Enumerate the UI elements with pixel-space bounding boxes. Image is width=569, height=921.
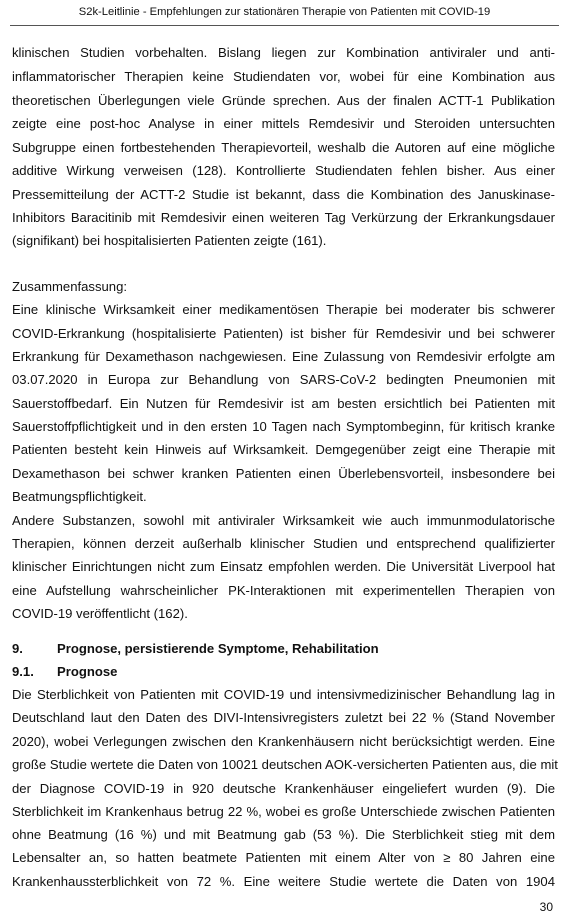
body-line: inflammatorischer Therapien keine Studiendaten vor, wobei für eine Kombination aus xyxy=(12,69,555,84)
summary-heading: Zusammenfassung: xyxy=(12,279,127,294)
body-line: (signifikant) bei hospitalisierten Patienten zeigte (161). xyxy=(12,233,327,248)
section-number: 9. xyxy=(12,641,23,656)
body-line: Inhibitors Baracitinib mit Remdesivir einen weiteren Tag Verkürzung der Erkrankungsdauer xyxy=(12,210,555,225)
body-line: Erkrankung für Dexamethason nachgewiesen. Eine Zulassung von Remdesivir erfolgte am xyxy=(12,349,555,364)
body-line: eine Aufstellung wahrscheinlicher PK-Interaktionen mit experimentellen Therapien von xyxy=(12,583,555,598)
body-line: COVID-19 veröffentlicht (162). xyxy=(12,606,188,621)
body-line: Andere Substanzen, sowohl mit antiviraler Wirksamkeit wie auch immunmodulatorische xyxy=(12,513,555,528)
body-line: 2020), wobei Verlegungen zwischen den Krankenhäusern nicht berücksichtigt werden. Eine xyxy=(12,734,555,749)
section-heading-9-1 xyxy=(12,663,555,681)
body-line: Die Sterblichkeit von Patienten mit COVID-19 und intensivmedizinischer Behandlung lag in xyxy=(12,687,555,702)
body-line: Pressemitteilung der ACTT-2 Studie ist bekannt, dass die Kombination des Januskinase- xyxy=(12,187,555,202)
section-title: Prognose xyxy=(57,664,118,679)
header-rule xyxy=(10,25,559,26)
body-line: Krankenhaussterblichkeit von 72 %. Eine weitere Studie wertete die Daten von 1904 xyxy=(12,874,555,889)
body-line: Subgruppe einen fortbestehenden Therapievorteil, weshalb die Autoren auf eine mögliche xyxy=(12,140,555,155)
section-heading-9 xyxy=(12,640,555,658)
body-line: 03.07.2020 in Europa zur Behandlung von SARS-CoV-2 bedingten Pneumonien mit xyxy=(12,372,555,387)
body-line: theoretischen Überlegungen viele Gründe sprechen. Aus der finalen ACTT-1 Publikation xyxy=(12,93,555,108)
body-line: additive Wirkung verweisen (128). Kontrollierte Studiendaten fehlen bisher. Aus einer xyxy=(12,163,555,178)
body-line: COVID-Erkrankung (hospitalisierte Patienten) ist bisher für Remdesivir und bei schwerer xyxy=(12,326,555,341)
body-line: Deutschland laut den Daten des DIVI-Intensivregisters zuletzt bei 22 % (Stand November xyxy=(12,710,555,725)
body-line: Sterblichkeit im Krankenhaus betrug 22 %, wobei es große Unterschiede zwischen Patienten xyxy=(12,804,555,819)
body-line: Therapien, können derzeit außerhalb klinischer Studien und entsprechend qualifizierter xyxy=(12,536,555,551)
body-line: zeigte eine post-hoc Analyse in einer mittels Remdesivir und Steroiden untersuchten xyxy=(12,116,555,131)
section-title: Prognose, persistierende Symptome, Rehabilitation xyxy=(57,641,379,656)
section-number: 9.1. xyxy=(12,664,34,679)
page-number: 30 xyxy=(539,900,553,914)
body-line: Lebensalter an, so hatten beatmete Patienten mit einem Alter von ≥ 80 Jahren eine xyxy=(12,850,555,865)
body-line: Eine klinische Wirksamkeit einer medikamentösen Therapie bei moderater bis schwerer xyxy=(12,302,555,317)
body-line: Patienten besteht kein Hinweis auf Wirksamkeit. Demgegenüber zeigt eine Therapie mit xyxy=(12,442,555,457)
body-line: klinischen Studien vorbehalten. Bislang liegen zur Kombination antiviraler und anti- xyxy=(12,45,555,60)
body-line: Dexamethason bei schwer kranken Patienten einen Überlebensvorteil, insbesondere bei xyxy=(12,466,555,481)
body-line: klinischer Einrichtungen nicht zum Einsatz empfohlen werden. Die Universität Liverpool hat xyxy=(12,559,555,574)
body-line: der Diagnose COVID-19 in 920 deutsche Krankenhäuser eingeliefert wurden (9). Die xyxy=(12,781,555,796)
body-line: Sauerstoffpflichtigkeit und in den ersten 10 Tagen nach Symptombeginn, für kritisch kranke xyxy=(12,419,555,434)
body-line: Beatmungspflichtigkeit. xyxy=(12,489,147,504)
body-line: Sauerstoffbedarf. Ein Nutzen für Remdesivir ist am besten ersichtlich bei Patienten mit xyxy=(12,396,555,411)
body-line: ohne Beatmung (16 %) und mit Beatmung gab (53 %). Die Sterblichkeit stieg mit dem xyxy=(12,827,555,842)
body-line: große Studie wertete die Daten von 10021 deutschen AOK-versicherten Patienten aus, die mit xyxy=(12,757,558,772)
page-header: S2k-Leitlinie - Empfehlungen zur stationären Therapie von Patienten mit COVID-19 xyxy=(78,6,491,18)
